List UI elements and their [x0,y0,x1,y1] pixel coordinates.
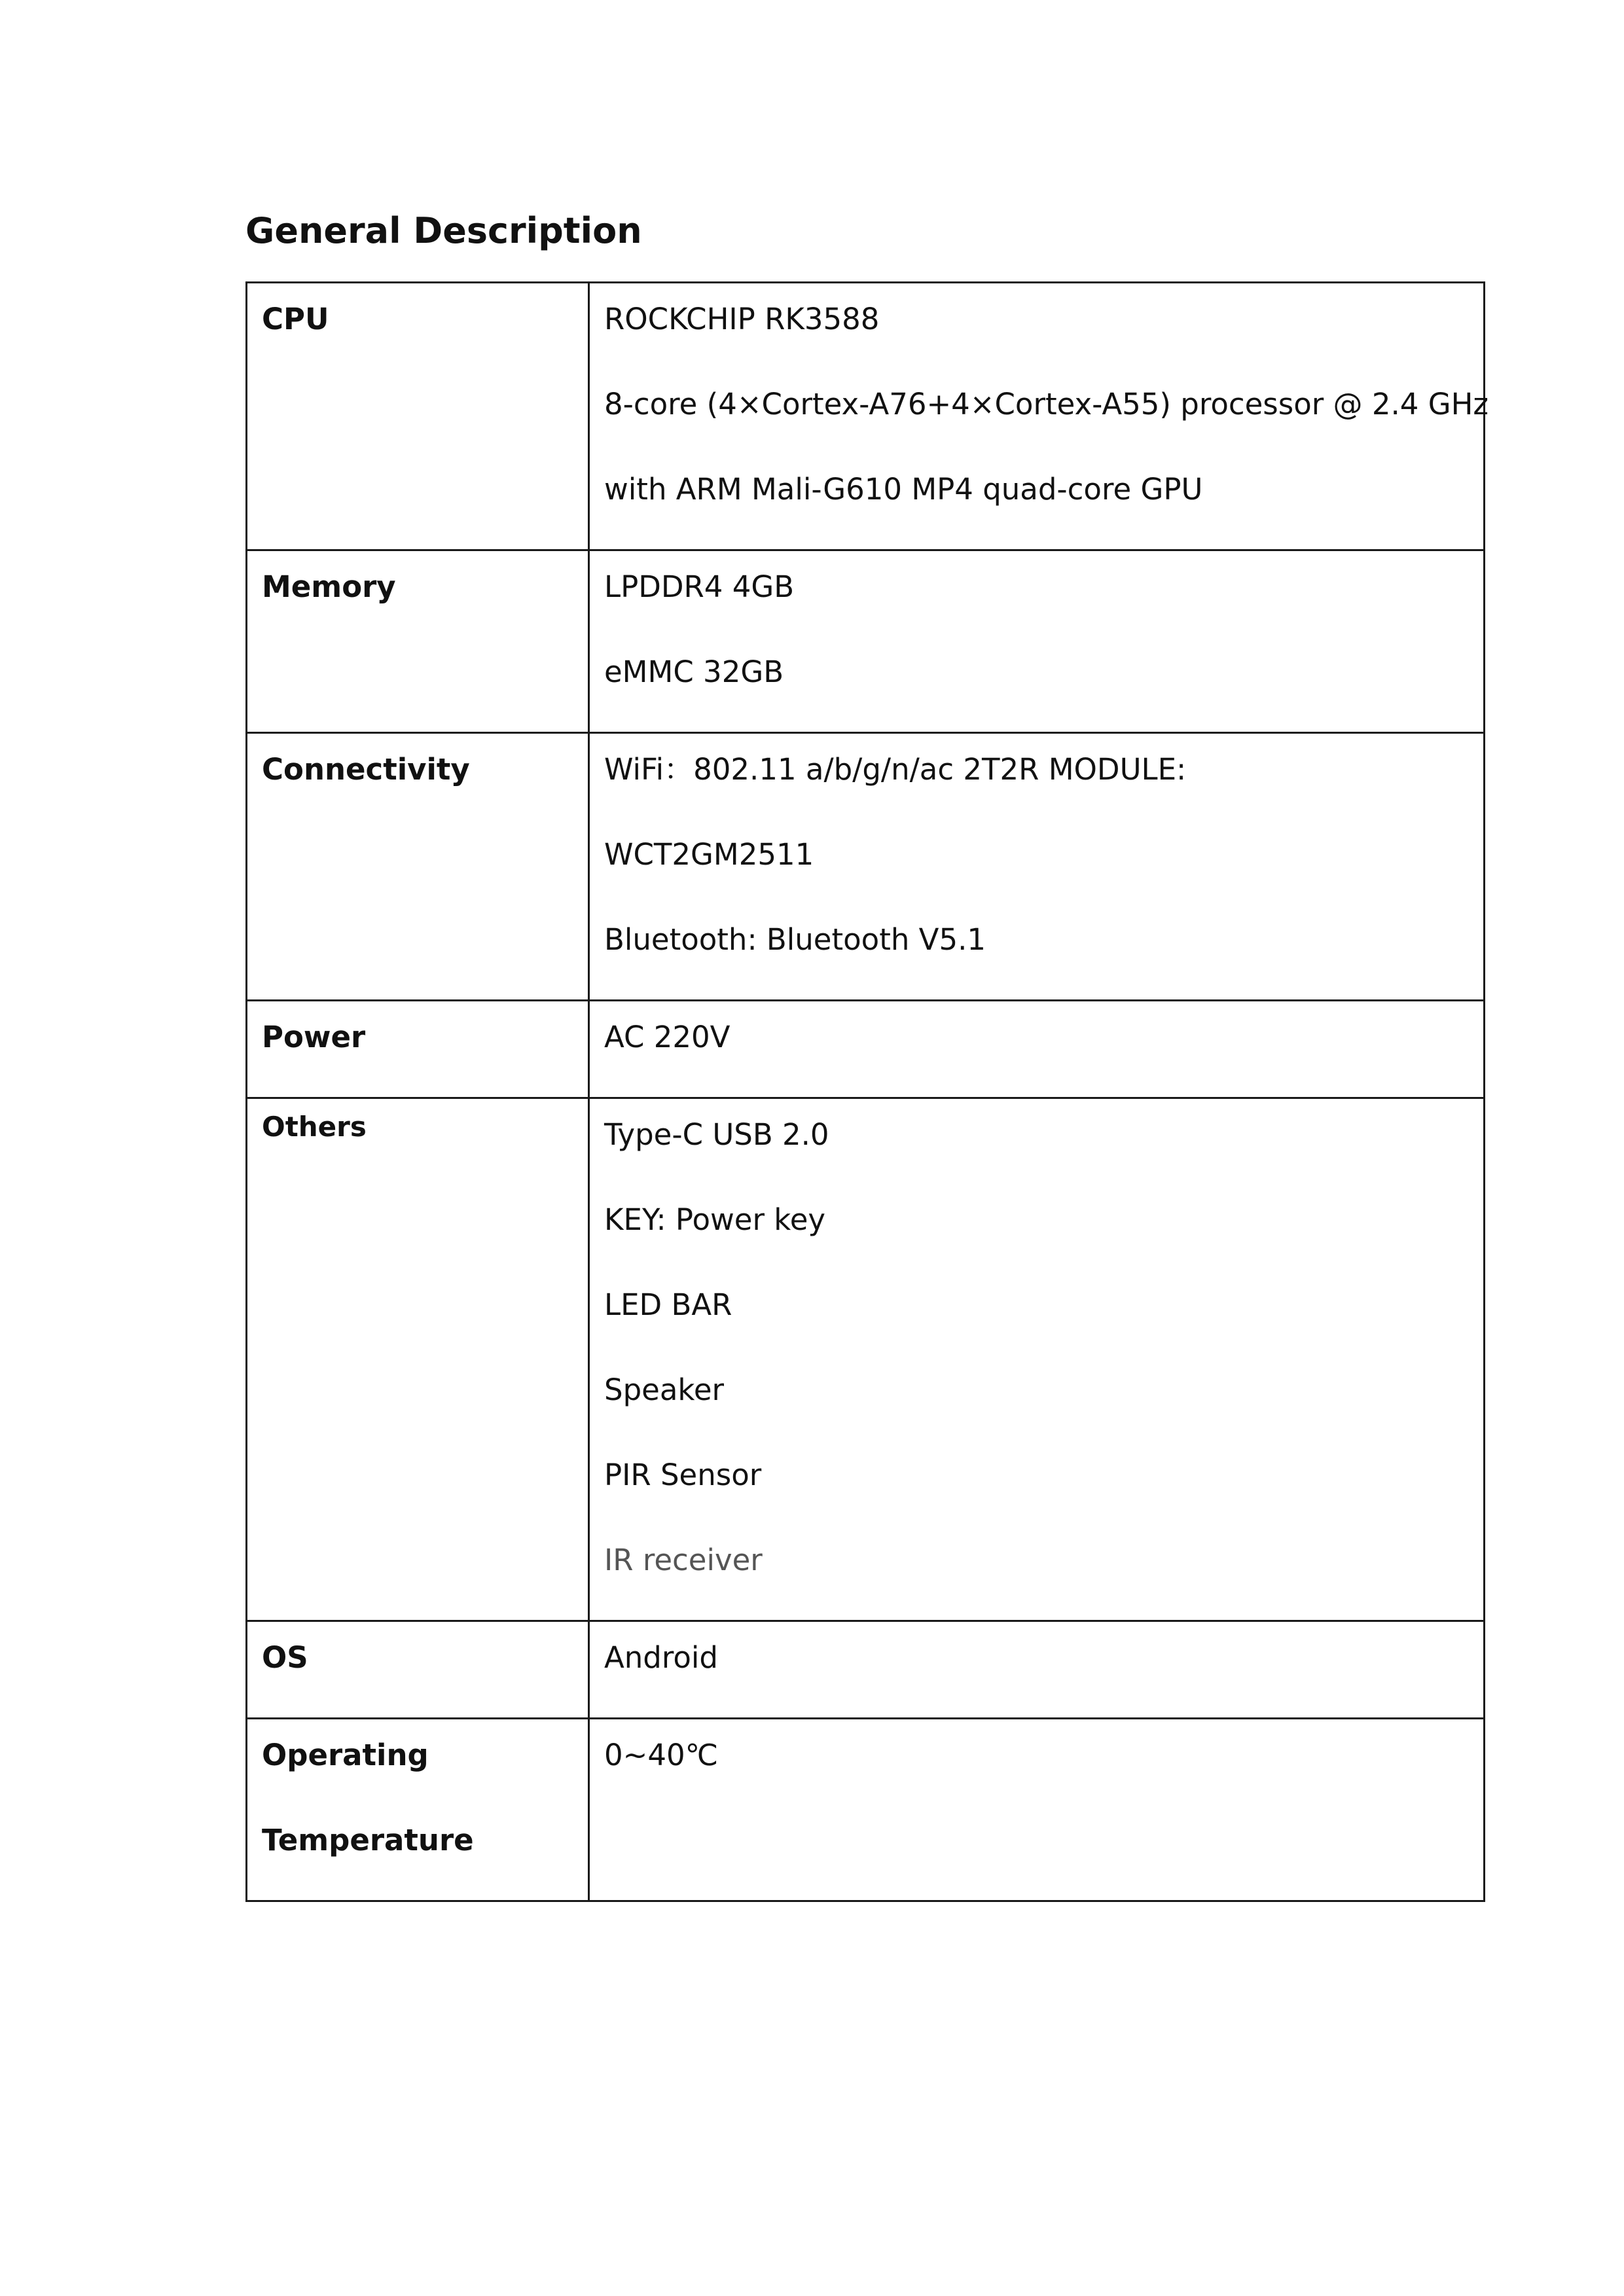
spec-value-line: Speaker [604,1372,725,1407]
spec-value-line: Android [604,1640,718,1675]
spec-value-line: 8-core (4×Cortex-A76+4×Cortex-A55) processor @ 2.4 GHz [604,387,1489,422]
spec-value-line: 0~40℃ [604,1738,719,1772]
spec-value-line: WCT2GM2511 [604,837,814,872]
spec-value-line: PIR Sensor [604,1458,762,1492]
spec-label-cpu [247,283,589,550]
spec-label-line: Temperature [262,1823,474,1857]
spec-table [245,281,1489,1902]
spec-value-line: WiFi：802.11 a/b/g/n/ac 2T2R MODULE: [604,752,1187,787]
spec-value-line: KEY: Power key [604,1202,826,1237]
spec-value-line: with ARM Mali-G610 MP4 quad-core GPU [604,472,1203,507]
spec-label-line: Others [262,1111,367,1143]
table-row [247,1719,1485,1901]
spec-value-line: IR receiver [604,1543,763,1577]
table-row [247,1001,1485,1098]
table-row [247,550,1485,733]
spec-value-line: AC 220V [604,1020,731,1054]
spec-label-memory [247,550,589,733]
table-row [247,283,1485,550]
spec-label-operating-temperature [247,1719,589,1901]
spec-label-line: Memory [262,569,396,604]
spec-value-operating-temperature [589,1719,1485,1901]
spec-value-others [589,1098,1485,1621]
spec-label-connectivity [247,733,589,1001]
spec-label-line: Operating [262,1738,429,1772]
spec-label-line: Power [262,1020,366,1054]
spec-label-line: CPU [262,302,329,336]
spec-label-line: Connectivity [262,752,470,787]
spec-label-os [247,1621,589,1719]
spec-value-connectivity [589,733,1485,1001]
spec-value-line: LED BAR [604,1287,732,1322]
spec-value-os [589,1621,1485,1719]
spec-value-cpu [589,283,1489,550]
spec-value-line: Bluetooth: Bluetooth V5.1 [604,922,986,957]
spec-label-power [247,1001,589,1098]
table-row [247,733,1485,1001]
page-title: General Description [245,210,642,251]
spec-value-line: LPDDR4 4GB [604,569,795,604]
spec-value-line: ROCKCHIP RK3588 [604,302,880,336]
spec-value-memory [589,550,1485,733]
spec-label-line: OS [262,1640,308,1675]
spec-value-power [589,1001,1485,1098]
spec-value-line: Type-C USB 2.0 [604,1117,829,1152]
table-row [247,1621,1485,1719]
spec-value-line: eMMC 32GB [604,655,784,689]
table-row [247,1098,1485,1621]
spec-label-others [247,1098,589,1621]
